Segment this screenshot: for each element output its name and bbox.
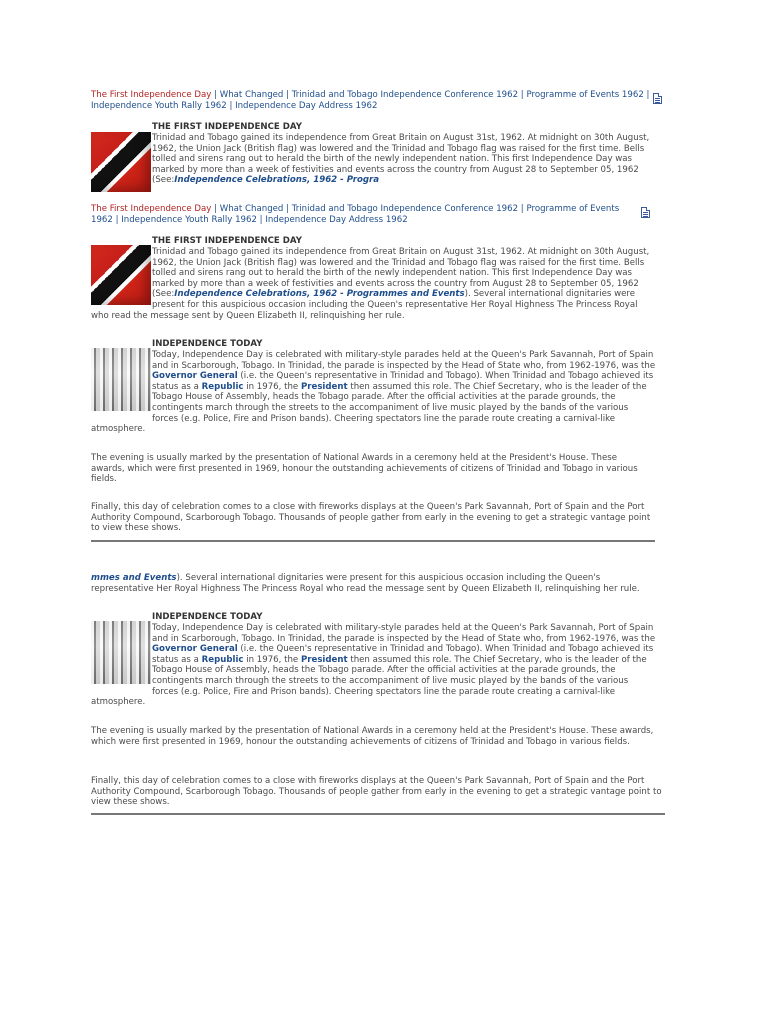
governor-general-link[interactable]: Governor General: [152, 644, 238, 655]
nav-link-conference[interactable]: Trinidad and Tobago Independence Conference 1962: [291, 90, 519, 100]
independence-today-text: Today, Independence Day is celebrated with military-style parades held at the Queen's Park Savannah, Port of Spain and in Scarborough, Tobago. In Trinidad, the parade is inspected by the Head of State who, from 1962-1976, was the Governor General (i.e. the Queen's representative in Trinidad and Tobago). When Trinidad and Tobago achieved its status as a Republic in 1976, the President then assumed this role. The Chief Secretary, who is the leader of the Tobago House of Assembly, heads the Tobago parade. After the official activities at the parade grounds, the contingents march through the streets to the accompaniment of live music played by the bands of the various forces (e.g. Police, Fire and Prison bands). Cheering spectators line the parade route creating a carnival-like atmosphere.: [91, 350, 656, 435]
nav-link-conference[interactable]: Trinidad and Tobago Independence Conference 1962: [291, 204, 519, 214]
national-awards-paragraph: The evening is usually marked by the presentation of National Awards in a ceremony held at the President's House. These awards, which were first presented in 1969, honour the outstanding achievements of citizens of Trinidad and Tobago in various fields.: [91, 726, 654, 747]
nav-link-address[interactable]: Independence Day Address 1962: [265, 214, 408, 225]
nav-bar-1: The First Independence Day | What Changed | Trinidad and Tobago Independence Conference 1962 | Programme of Events 1962 | Independence Youth Rally 1962 | Independence Day Address 1962: [91, 90, 650, 111]
independence-today-text: Today, Independence Day is celebrated with military-style parades held at the Queen's Park Savannah, Port of Spain and in Scarborough, Tobago. In Trinidad, the parade is inspected by the Head of State who, from 1962-1976, was the Governor General (i.e. the Queen's representative in Trinidad and Tobago). When Trinidad and Tobago achieved its status as a Republic in 1976, the President then assumed this role. The Chief Secretary, who is the leader of the Tobago House of Assembly, heads the Tobago parade. After the official activities at the parade grounds, the contingents march through the streets to the accompaniment of live music played by the bands of the various forces (e.g. Police, Fire and Prison bands). Cheering spectators line the parade route creating a carnival-like atmosphere.: [91, 623, 656, 708]
nav-bar-2: The First Independence Day | What Changed | Trinidad and Tobago Independence Conference 1962 | Programme of Events 1962 | Independence Youth Rally 1962 | Independence Day Address 1962: [91, 204, 620, 225]
nav-link-programme[interactable]: Programme of Events 1962: [526, 90, 644, 100]
divider: [91, 813, 665, 815]
nav-link-programme[interactable]: Programme of Events 1962: [91, 204, 620, 225]
first-independence-text: Trinidad and Tobago gained its independence from Great Britain on August 31st, 1962. At midnight on 30th August, 1962, the Union Jack (British flag) was lowered and the Trinidad and Tobago flag was raised for the first time. Bells tolled and sirens rang out to herald the birth of the newly independent nation. This first Independence Day was marked by more than a week of festivities and events across the country from August 28 to September 05, 1962 (See:Independence Celebrations, 1962 - Programmes and Events). Several international dignitaries were present for this auspicious occasion including the Queen's representative Her Royal Highness The Princess Royal who read the message sent by Queen Elizabeth II, relinquishing her rule.: [91, 247, 650, 321]
section-heading: INDEPENDENCE TODAY: [152, 339, 263, 349]
document-icon[interactable]: [653, 93, 662, 104]
nav-link-what-changed[interactable]: What Changed: [219, 204, 284, 214]
celebrations-link[interactable]: Independence Celebrations, 1962 - Programmes and Events: [174, 289, 465, 300]
fireworks-paragraph: Finally, this day of celebration comes to a close with fireworks displays at the Queen's Park Savannah, Port of Spain and the Port Authority Compound, Scarborough Tobago. Thousands of people gather from early in the evening to get a strategic vantage point to view these shows.: [91, 776, 662, 808]
national-awards-paragraph: The evening is usually marked by the presentation of National Awards in a ceremony held at the President's House. These awards, which were first presented in 1969, honour the outstanding achievements of citizens of Trinidad and Tobago in various fields.: [91, 453, 638, 485]
republic-link[interactable]: Republic: [201, 654, 244, 665]
nav-link-address[interactable]: Independence Day Address 1962: [235, 100, 378, 111]
document-icon[interactable]: [641, 207, 650, 218]
section-heading: THE FIRST INDEPENDENCE DAY: [152, 122, 302, 132]
republic-link[interactable]: Republic: [201, 381, 244, 392]
section-heading: THE FIRST INDEPENDENCE DAY: [152, 236, 302, 246]
celebrations-link[interactable]: mmes and Events: [91, 573, 177, 583]
fireworks-paragraph: Finally, this day of celebration comes to a close with fireworks displays at the Queen's Park Savannah, Port of Spain and the Port Authority Compound, Scarborough Tobago. Thousands of people gather from early in the evening to get a strategic vantage point to view these shows.: [91, 502, 651, 534]
trinidad-flag-image: [91, 132, 151, 192]
governor-general-link[interactable]: Governor General: [152, 371, 238, 382]
nav-link-first-independence-day[interactable]: The First Independence Day: [91, 90, 212, 100]
celebrations-link[interactable]: Independence Celebrations, 1962 - Progra: [174, 175, 380, 186]
section-heading: INDEPENDENCE TODAY: [152, 612, 263, 622]
president-link[interactable]: President: [300, 654, 348, 665]
nav-link-what-changed[interactable]: What Changed: [219, 90, 284, 100]
divider: [91, 540, 655, 542]
president-link[interactable]: President: [300, 381, 348, 392]
nav-link-youth-rally[interactable]: Independence Youth Rally 1962: [91, 100, 227, 111]
continuation-text: mmes and Events). Several international dignitaries were present for this auspicious occasion including the Queen's representative Her Royal Highness The Princess Royal who read the message sent by Queen Elizabeth II, relinquishing her rule.: [91, 573, 640, 594]
nav-link-first-independence-day[interactable]: The First Independence Day: [91, 204, 212, 214]
nav-link-youth-rally[interactable]: Independence Youth Rally 1962: [121, 214, 257, 225]
first-independence-text: Trinidad and Tobago gained its independence from Great Britain on August 31st, 1962. At midnight on 30th August, 1962, the Union Jack (British flag) was lowered and the Trinidad and Tobago flag was raised for the first time. Bells tolled and sirens rang out to herald the birth of the newly independent nation. This first Independence Day was marked by more than a week of festivities and events across the country from August 28 to September 05, 1962 (See:Independence Celebrations, 1962 - Progra: [152, 133, 650, 186]
